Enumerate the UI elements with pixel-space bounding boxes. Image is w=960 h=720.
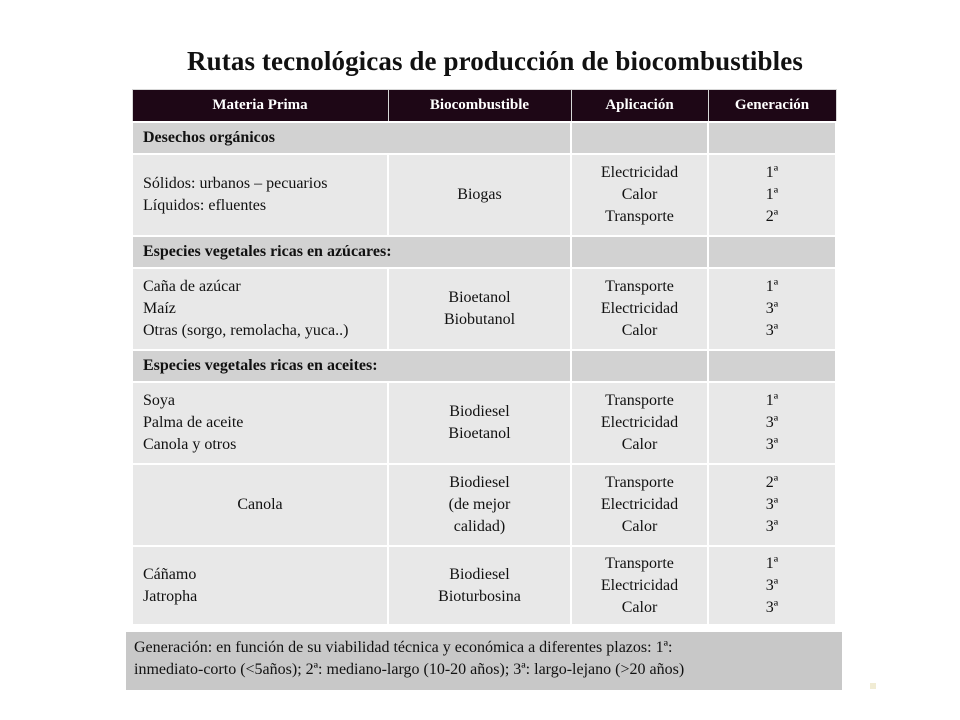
aplicacion-cell (571, 268, 708, 350)
cell-line: Electricidad (600, 164, 679, 181)
aplicacion-cell (571, 382, 708, 464)
cell-line: Otras (sorgo, remolacha, yuca..) (143, 322, 349, 339)
cell-line: Canola (237, 496, 283, 513)
header-aplicacion: Aplicación (571, 90, 708, 123)
header-generacion: Generación (708, 90, 836, 123)
cell-line: Caña de azúcar (143, 278, 241, 295)
generacion-cell (708, 268, 836, 350)
materia-prima-cell (132, 268, 388, 350)
aplicacion-cell (571, 154, 708, 236)
generacion-cell (708, 464, 836, 546)
cell-line: 1ª (765, 186, 779, 203)
cell-line: 3ª (765, 598, 779, 616)
cell-line: Soya (143, 392, 175, 409)
category-empty-cell (571, 236, 708, 268)
cell-line: Electricidad (600, 300, 679, 317)
cell-line: 3ª (765, 322, 779, 339)
generacion-cell (708, 382, 836, 464)
table-row (132, 382, 836, 464)
materia-prima-cell (132, 382, 388, 464)
category-empty-cell (571, 350, 708, 382)
cell-line: Bioetanol (448, 425, 511, 442)
cell-line: 1ª (765, 554, 779, 572)
materia-prima-cell (132, 546, 388, 625)
cell-line: Biodiesel (449, 565, 510, 583)
cell-line: 3ª (765, 496, 779, 513)
cell-line: Canola y otros (143, 436, 237, 453)
cell-line: Electricidad (600, 576, 679, 594)
cell-line: 3ª (765, 300, 779, 317)
cell-line: (de mejor (448, 496, 511, 513)
cell-line: 2ª (765, 208, 779, 225)
header-materia-prima: Materia Prima (132, 90, 388, 123)
category-row (132, 236, 836, 268)
footnote-line: Generación: en función de su viabilidad técnica y económica a diferentes plazos: 1ª: (134, 639, 673, 656)
cell-line: Sólidos: urbanos – pecuarios (143, 175, 328, 192)
cell-line: Electricidad (600, 496, 679, 513)
table-row (132, 464, 836, 546)
cell-line: Transporte (605, 554, 674, 572)
cell-line: 3ª (765, 576, 779, 594)
cell-line: Transporte (605, 474, 674, 491)
cell-line: calidad) (453, 518, 506, 535)
biocombustible-cell (388, 154, 571, 236)
decorative-corner-mark (870, 683, 876, 689)
cell-line: Cáñamo (143, 565, 197, 583)
materia-prima-cell (132, 154, 388, 236)
generacion-cell (708, 154, 836, 236)
cell-line: Bioturbosina (438, 587, 521, 605)
cell-line: Electricidad (600, 414, 679, 431)
category-empty-cell (708, 236, 836, 268)
header-biocombustible: Biocombustible (388, 90, 571, 123)
cell-line: Jatropha (143, 587, 198, 605)
cell-line: Calor (621, 518, 658, 535)
category-row (132, 350, 836, 382)
biocombustible-cell (388, 464, 571, 546)
biocombustible-cell (388, 268, 571, 350)
biofuel-routes-table (131, 89, 837, 626)
table-header-row (132, 90, 836, 123)
cell-line: Biobutanol (443, 311, 516, 328)
table-row (132, 268, 836, 350)
category-empty-cell (571, 122, 708, 154)
category-empty-cell (708, 350, 836, 382)
cell-line: Transporte (605, 392, 674, 409)
cell-line: Palma de aceite (143, 414, 244, 431)
cell-line: 3ª (765, 436, 779, 453)
generacion-cell (708, 546, 836, 625)
cell-line: 2ª (765, 474, 779, 491)
category-empty-cell (708, 122, 836, 154)
cell-line: Biodiesel (449, 403, 510, 420)
cell-line: Líquidos: efluentes (143, 197, 267, 214)
generation-footnote (126, 632, 842, 690)
table-row (132, 154, 836, 236)
cell-line: Calor (621, 186, 658, 203)
category-label: Especies vegetales ricas en aceites: (132, 350, 571, 382)
cell-line: Biodiesel (449, 474, 510, 491)
cell-line: Calor (621, 322, 658, 339)
aplicacion-cell (571, 464, 708, 546)
cell-line: 1ª (765, 164, 779, 181)
cell-line: 1ª (765, 278, 779, 295)
aplicacion-cell (571, 546, 708, 625)
cell-line: 3ª (765, 518, 779, 535)
cell-line: Calor (621, 598, 658, 616)
cell-line: Calor (621, 436, 658, 453)
cell-line: Bioetanol (448, 289, 511, 306)
table-row (132, 546, 836, 625)
footnote-line: inmediato-corto (<5años); 2ª: mediano-largo (10-20 años); 3ª: largo-lejano (>20 años) (134, 661, 685, 678)
cell-line: Maíz (143, 300, 176, 317)
biocombustible-cell (388, 382, 571, 464)
category-label: Desechos orgánicos (132, 122, 571, 154)
category-row (132, 122, 836, 154)
biocombustible-cell (388, 546, 571, 625)
cell-line: 3ª (765, 414, 779, 431)
cell-line: Biogas (457, 186, 502, 203)
category-label: Especies vegetales ricas en azúcares: (132, 236, 571, 268)
cell-line: 1ª (765, 392, 779, 409)
page-title: Rutas tecnológicas de producción de biocombustibles (187, 46, 803, 76)
materia-prima-cell (132, 464, 388, 546)
cell-line: Transporte (605, 208, 674, 225)
cell-line: Transporte (605, 278, 674, 295)
